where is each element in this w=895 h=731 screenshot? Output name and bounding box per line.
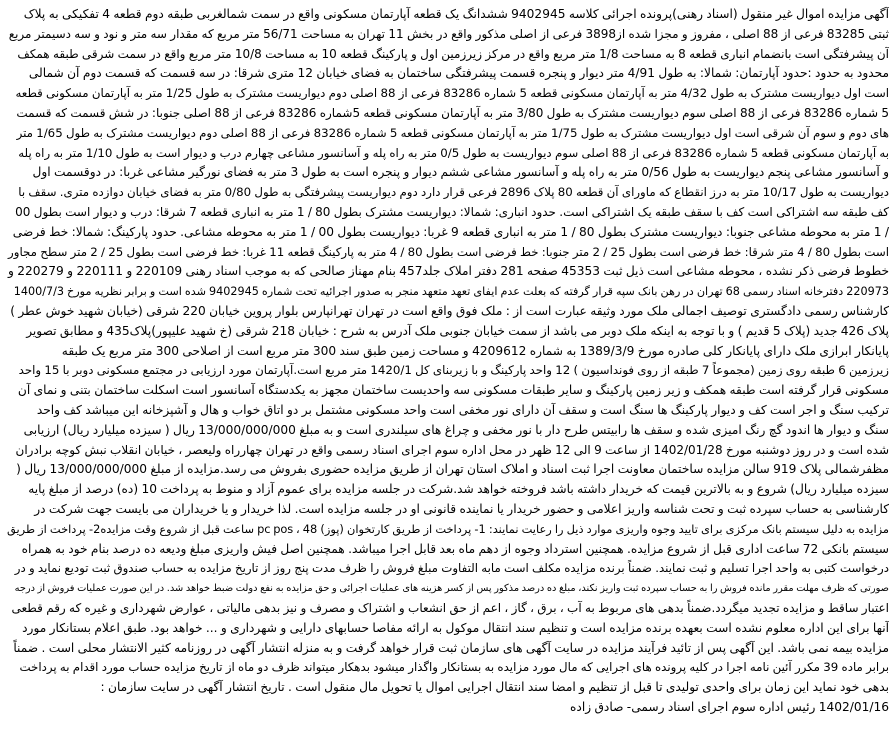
notice-line: درخواست کتبی به واحد اجرا تسلیم و ثبت نمایند. ضمناً برنده مزایده مکلف است مابه التفاوت مبلغ فروش را ظرف مدت پنج روز از تاریخ مزایده به حساب صندوق ثبت تودیع نماید و در [14,561,889,576]
notice-line: سیستم بانکی 72 ساعت اداری قبل از شروع مزایده. همچنین استرداد وجوه از دهم ماه بعد قابل اجرا میباشد. همچنین اصل فیش واریزی مبلغ ودیعه ده درصد بنام خود به همراه [21,541,889,556]
notice-line: محدود به حدود :حدود آپارتمان: شمالا: به طول 4/91 متر دیوار و پنجره قسمت پیشرفتگی ساختمان به فضای خیابان 12 متری شرقا: در سه قسمت که قسمت دوم آن شمالی [28,66,889,81]
notice-line: پلاک 426 جدید (پلاک 5 قدیم ) و با توجه به اینکه ملک دوبر می باشد از سمت خیابان جنوبی ملک آدرس به شرح : خیابان 218 شرقی (خ شهید علیپور)پلاک435 و مطابق تصویر [26,323,889,338]
notice-line: مزایده بیمه نمی باشد. این آگهی پس از تائید فرآیند مزایده در سایت آگهی های سازمان ثبت قرار خواهد گرفت و به منزله انتشار آگهی در روزنامه کثیر الانتشار محلی است . ضمناً [13,640,889,655]
notice-line: خطوط فرضی ذکر نشده ، محوطه مشاعی است ذیل ثبت 45353 صفحه 281 دفتر املاک جلد457 بنام مهناز صالحی که به موجب اسناد رهنی 220109 و 220111 و 220279 و [8,264,889,279]
notice-line: شده است و در روز دوشنبه مورخ 1402/01/28 از ساعت 9 الی 12 ظهر در محل اداره سوم اجرای اسناد رسمی واقع در تهران چهارراه ولیعصر ، خیابان انقلاب نبش کوچه برادران [15,442,889,457]
notice-line: برابر ماده 39 مکرر آئین نامه اجرا در کلیه پرونده های اجرایی که مال مورد مزایده به بستانکار واگذار میشود بدهکار میتواند ظرف دو ماه از تاریخ مزایده حساب مورد اقدام به پرداخت [19,660,889,675]
notice-signature-line: 1402/01/16 رئیس اداره سوم اجرای اسناد رسمی- صادق زاده [570,699,889,714]
notice-line: مظفرشمالی پلاک 919 سالن مزایده ساختمان معاونت اجرا ثبت اسناد و املاک استان تهران از طریق مزایده حضوری بفروش می رسد.مزایده از مبلغ 13/000/000/000 ریال ( [16,462,889,477]
notice-line: 220973 دفترخانه اسناد رسمی 68 تهران در رهن بانک سپه قرار گرفته که بعلت عدم ایفای تعهد متعهد منجر به صدور اجرائیه تحت شماره 9402945 شده است و برابر نظریه مورخ 1400/7/3 [13,285,889,299]
notice-line: کارشناس رسمی دادگستری توصیف اجمالی ملک مورد وثیقه عبارت است از : ملک فوق واقع است در تهران تهرانپارس بلوار پروین خیابان 220 شرقی (خیابان شهید خوش عطر ) [10,303,889,318]
notice-line: است اول دیواریست مشترک به طول 4/32 متر به آپارتمان مسکونی قطعه 5 شماره 83286 فرعی از 88 اصلی دوم دیواریست مشترک به طول 1/25 متر به آپارتمان مسکونی قطعه [15,86,889,101]
notice-line: اعتبار ساقط و مزایده تجدید میگردد.ضمناً بدهی های مربوط به آب ، برق ، گاز ، اعم از حق انشعاب و اشتراک و مصرف و نیز بدهی مالیاتی ، عوارض شهرداری و غیره که رقم قطعی [11,600,889,615]
notice-line: است بطول 80 / 4 متر شرقا: خط فرضی است بطول 25 / 2 متر جنوبا: خط فرضی است بطول 80 / 4 متر به پارکینگ قطعه 11 غربا: خط فرضی است بطول 25 / 2 متر سطح مجاور [8,244,889,259]
notice-line: مسکونی قرار گرفته است طبقه همکف و زیر زمین پارکینگ و سایر طبقات مسکونی سه واحدیست ساختمان مجهز به یکدستگاه آسانسور است اسکلت ساختمان بتنی و نمای آن [17,383,889,398]
notice-line: پایانکار ابرازی ملک دارای پایانکار کلی صادره مورخ 1389/3/9 به شماره 4209612 و مساحت زمین طبق سند 300 متر مربع است از اصلاحی 300 متر مربع یک طبقه [61,343,889,358]
notice-line: دیواریست به طول 10/17 متر به درز انقطاع که ماورای آن قطعه 80 پلاک 2896 فرعی قرار دارد دوم دیواریست پیشرفتگی به طول 0/80 متر به فضای خیابان دوازده متری. سقف با [18,185,889,200]
notice-line: بدهی خود نماید این زمان برای واحدی تولیدی تا قبل از تنظیم و امضا سند انتقال اجرایی اموال یا تحویل مال منقول است . تاریخ انتشار آگهی در سایت سازمان : [100,680,889,695]
notice-line: سنگ و دیوار ها اندود گچ رنگ امیزی شده و سقف ها رابیتس طرح دار با نور مخفی و چراغ های سیلندری است و به مبلغ 13/000/000/000 ریال ( سیزده میلیارد ریال) ارزیابی [23,422,889,437]
auction-notice-text [6,5,889,727]
notice-line: سیزده میلیارد ریال) شروع و به بالاترین قیمت که خریدار داشته باشد فروخته خواهد شد.شرکت در جلسه مزایده برای عموم آزاد و منوط به پرداخت 10 (ده) درصد از مبلغ پایه [28,482,889,497]
notice-line: مزایده به دلیل سیستم بانک مرکزی برای تایید وجوه واریزی موارد ذیل را رعایت نمایند: 1- پرداخت از طریق کارتخوان (پوز) pc pos ، 48 ساعت قبل از شروع وقت مزایده2- پرداخت از طریق [6,521,889,536]
notice-line: آنها برای این اداره معلوم نشده است بعهده برنده مزایده است و تنظیم سند انتقال موکول به ارائه مفاصا حسابهای دارایی و شهرداری و ... خواهد بود. طبق اعلام بستانکار مورد [22,620,889,635]
notice-line: آگهی مزایده اموال غیر منقول (اسناد رهنی)پرونده اجرائی کلاسه 9402945 ششدانگ یک قطعه آپارتمان مسکونی واقع در سمت شمالغربی طبقه دوم قطعه 4 تفکیکی به پلاک [23,7,889,21]
notice-line: زیرزمین 6 طبقه روی زمین (مجموعاً 7 طبقه از روی فونداسیون ) 12 واحد پارکینگ و با زیربنای کل 1420/1 متر مربع است.آپارتمان مورد ارزیابی در مجتمع مسکونی دوبر با 15 واحد [18,363,889,378]
notice-line: و آسانسور مشاعی پنجم دیواریست به طول 0/56 متر به راه پله و آسانسور مشاعی ششم دیوار و پنجره است به طول 3 متر به فضای نورگیر مشاعی غربا: در دوقسمت اول [32,165,889,180]
notice-line: 5 شماره 83286 فرعی از 88 اصلی سوم دیواریست مشترک به طول 3/80 متر به آپارتمان مسکونی قطعه 5شماره 83286 فرعی از 88 اصلی جنوبا: در شش قسمت که قسمت [16,105,889,120]
notice-line: کارشناسی به حساب سپرده ثبت و تحت شناسه واریز اعلامی و حضور خریدار یا نماینده قانونی او در جلسه مزایده است. لذا خریدار و یا خریداران می بایست جهت شرکت در [34,501,889,516]
notice-line: / 1 متر به محوطه مشاعی جنوبا: دیواریست مشترک بطول 80 / 1 متر به انباری قطعه 9 غربا: دیواریست بطول 00 / 1 متر به محوطه مشاعی. حدود پارکینگ: شمالا: خط فرضی [12,224,889,239]
notice-line: ثبتی 83285 فرعی از 88 اصلی ، مفروز و مجزا شده از3898 فرعی از اصلی مذکور واقع در بخش 11 تهران به مساحت 56/71 متر مربع که مقدار سه متر و نود و سه دسیمتر مربع [8,26,889,41]
notice-line: به آپارتمان مسکونی قطعه 5 شماره 83286 فرعی از 88 اصلی سوم دیواریست به طول 0/5 متر به راه پله و آسانسور مشاعی چهارم درب و دیوار است به طول 1/10 متر به راه پله [18,145,889,160]
notice-line: صورتی که ظرف مهلت مقرر مانده فروش را به حساب سپرده ثبت واریز نکند، مبلغ ده درصد مذکور پس از کسر هزینه های عملیات اجرائی و حق مزایده به نفع دولت ضبط خواهد شد. در این صورت عملیات فروش از درجه [14,583,889,595]
notice-line: های دوم و سوم آن شرقی است اول دیواریست مشترک به طول 1/75 متر به آپارتمان مسکونی قطعه 5 شماره 83286 فرعی از 88 اصلی دوم دیواریست مشترک به طول 1/65 متر [16,125,889,140]
notice-line: کف طبقه سه اشتراکی است کف با سقف طبقه یک اشتراکی است. حدود انباری: شمالا: دیواریست مشترک بطول 80 / 1 متر به انباری قطعه 7 شرقا: درب و دیوار است بطول 00 [15,204,889,219]
notice-line: آن پیشرفتگی است بانضمام انباری قطعه 8 به مساحت 1/8 متر مربع واقع در مرکز زیرزمین اول و پارکینگ قطعه 10 به مساحت 10/8 متر مربع واقع در سمت شرقی طبقه همکف [17,46,889,61]
notice-line: ترکیب سنگ و اجر است کف و دیوار پارکینگ ها سنگ است و سقف آن دارای نور مخفی است واحد مسکونی مشتمل بر دو اتاق خواب و هال و آشپزخانه این میباشد کف واحد [36,402,889,417]
